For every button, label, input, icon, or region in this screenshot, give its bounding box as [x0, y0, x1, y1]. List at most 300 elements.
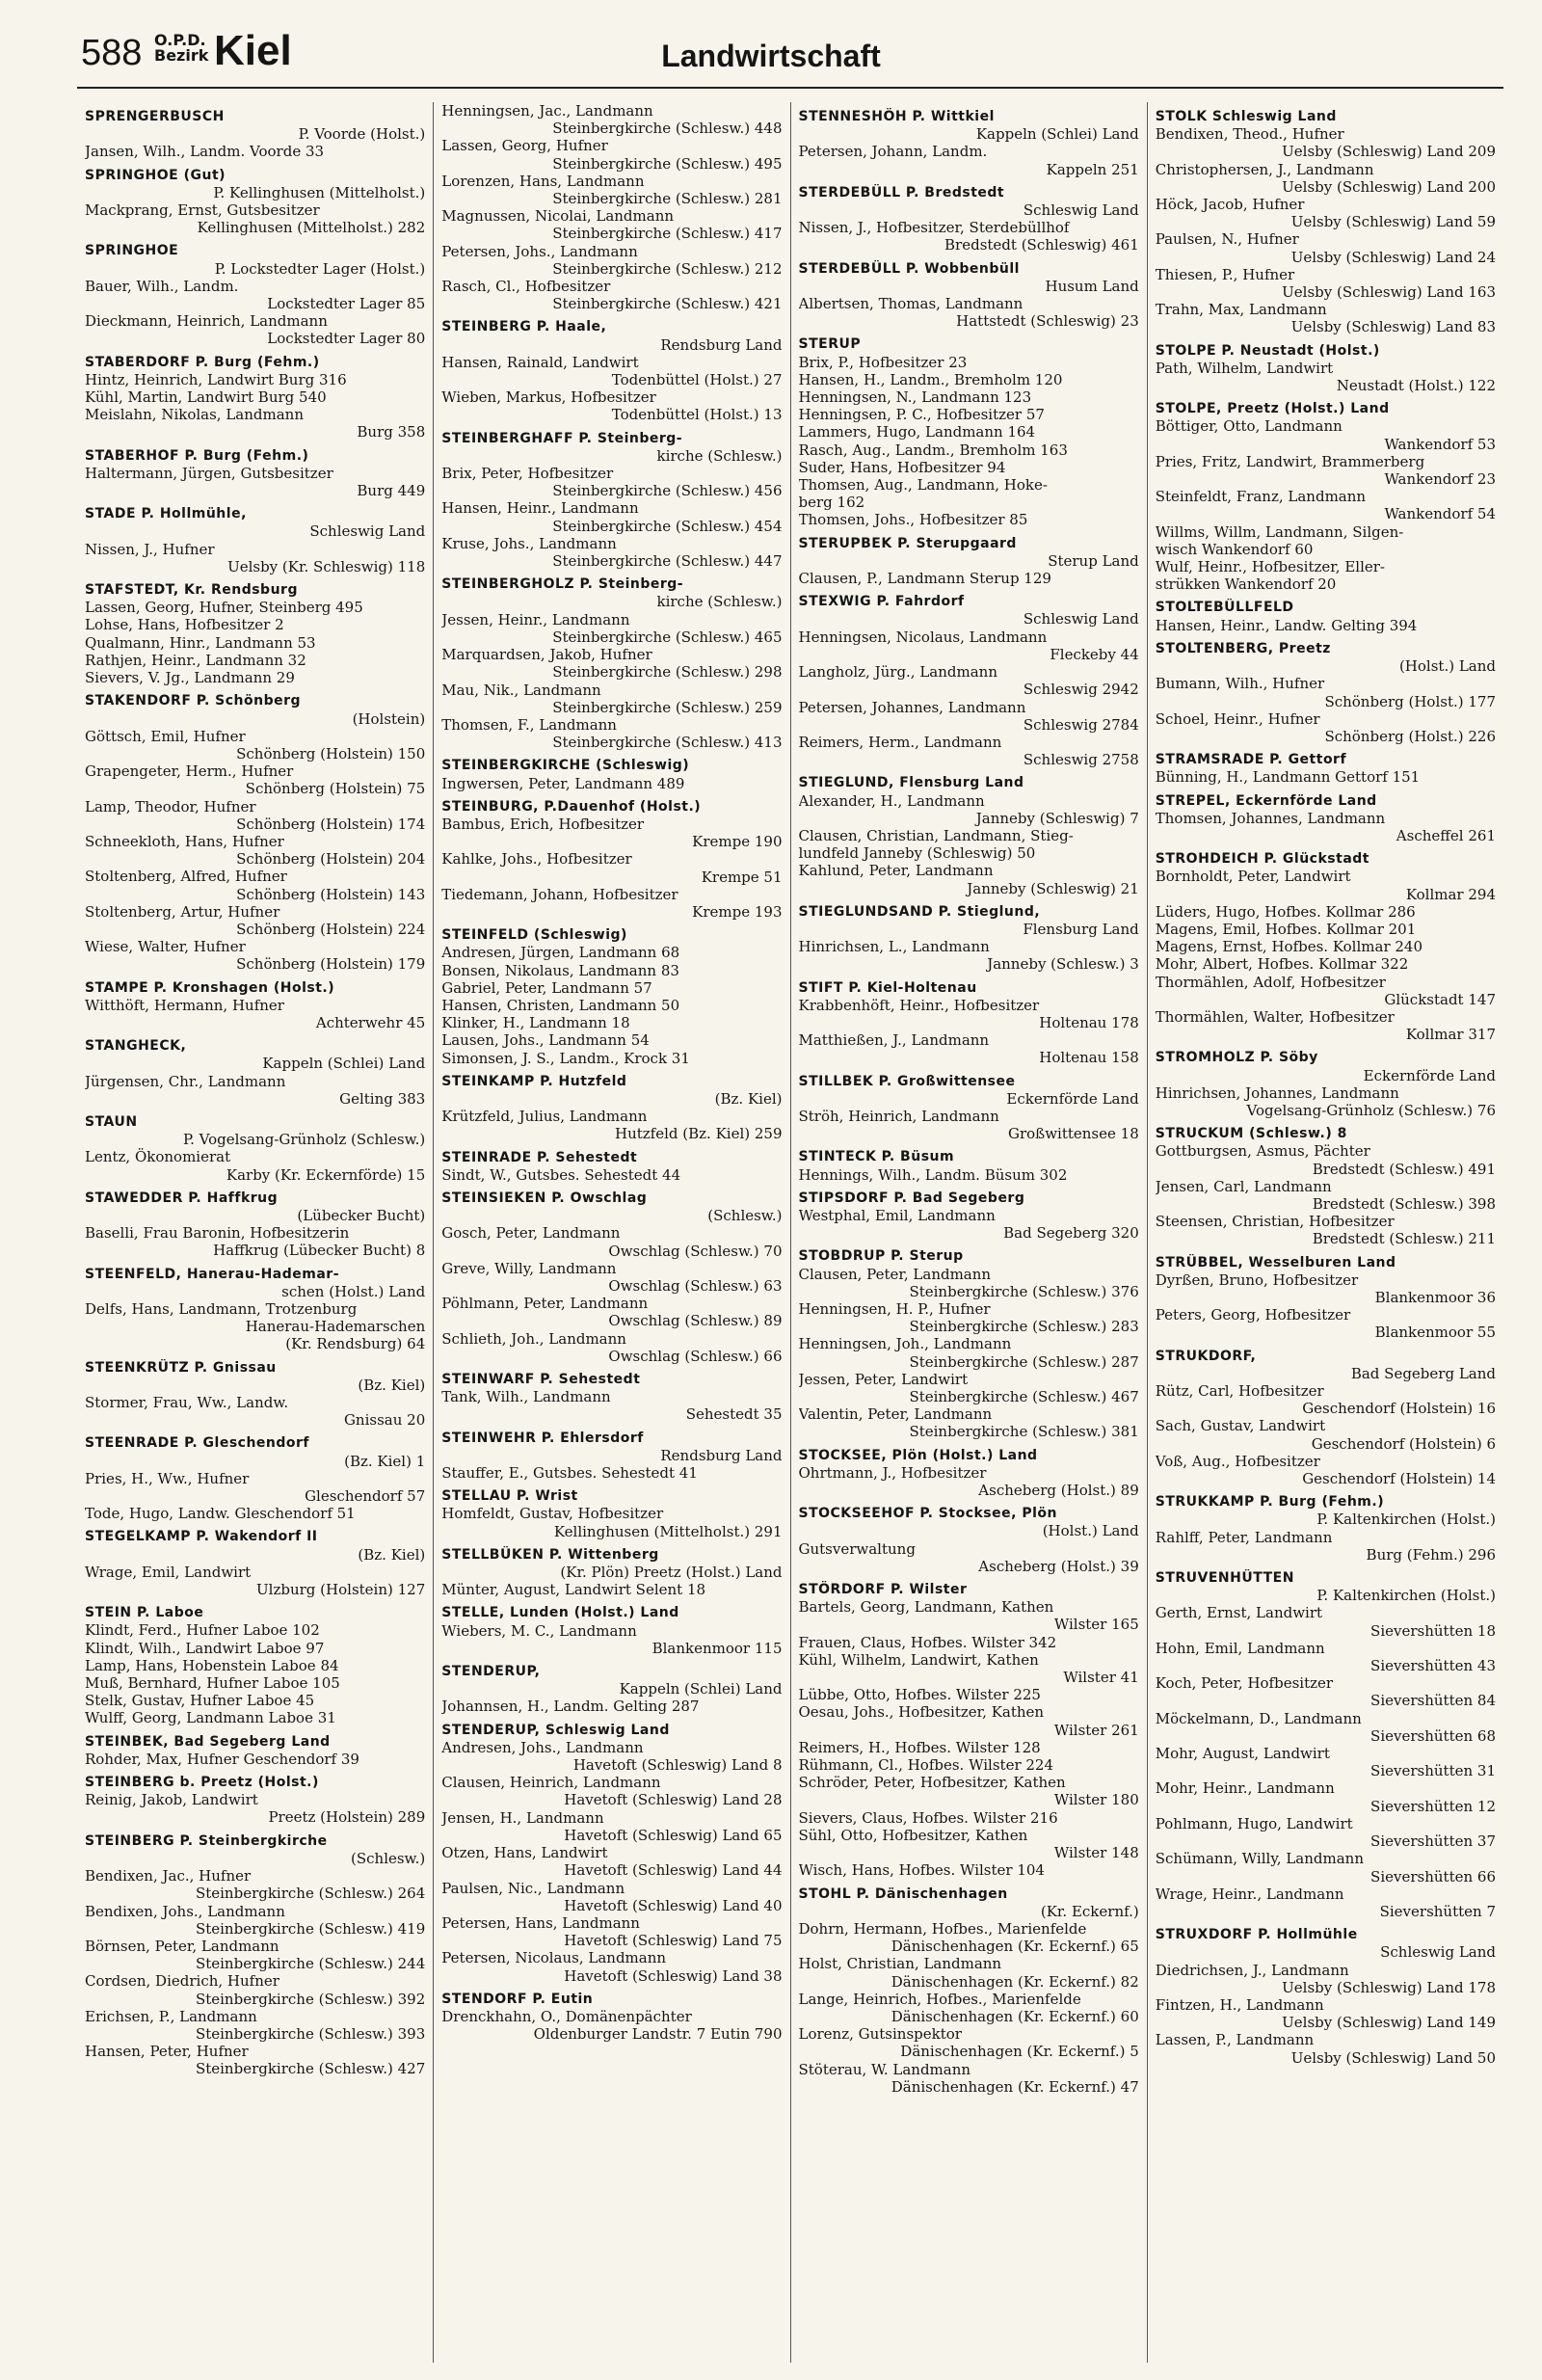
entry-detail: Kappeln (Schlei) Land: [262, 1055, 426, 1073]
entry-detail: Schönberg (Holstein) 174: [236, 815, 426, 833]
column-1: [77, 102, 433, 2363]
location-heading: STOBDRUP P. Sterup: [798, 1248, 964, 1265]
entry-name: Lentz, Ökonomierat: [85, 1148, 231, 1166]
entry-name: Homfeldt, Gustav, Hofbesitzer: [441, 1505, 664, 1523]
location-heading: STROHDEICH P. Glückstadt: [1155, 851, 1369, 868]
entry-detail: Dänischenhagen (Kr. Eckernf.) 5: [900, 2043, 1139, 2061]
entry-name: Andresen, Johs., Landmann: [441, 1738, 644, 1756]
entry-name: Magens, Emil, Hofbes. Kollmar 201: [1155, 920, 1417, 938]
entry-name: Reinig, Jakob, Landwirt: [85, 1791, 258, 1809]
entry-name: Ingwersen, Peter, Landmann 489: [441, 774, 685, 792]
entry-name: Valentin, Peter, Landmann: [798, 1405, 993, 1424]
entry-name: Mohr, Heinr., Landmann: [1155, 1779, 1335, 1798]
entry-name: Voß, Aug., Hofbesitzer: [1155, 1452, 1320, 1470]
entry-name: Langholz, Jürg., Landmann: [798, 663, 997, 682]
entry-detail: Lockstedter Lager 80: [267, 330, 426, 348]
entry-detail: Steinbergkirche (Schlesw.) 259: [552, 698, 783, 716]
entry-name: Hansen, Christen, Landmann 50: [441, 996, 680, 1014]
entry-name: Schlieth, Joh., Landmann: [441, 1329, 626, 1348]
location-heading: STAUN: [85, 1113, 138, 1130]
entry-name: Kahlund, Peter, Landmann: [798, 862, 994, 880]
entry-detail: Steinbergkirche (Schlesw.) 413: [552, 734, 783, 752]
entry-name: Ohrtmann, J., Hofbesitzer: [798, 1463, 987, 1482]
location-heading: STRÜBBEL, Wesselburen Land: [1155, 1254, 1396, 1270]
location-heading: STIPSDORF P. Bad Segeberg: [798, 1190, 1025, 1206]
entry-detail: Janneby (Schleswig) 7: [975, 809, 1139, 827]
entry-detail: Vogelsang-Grünholz (Schlesw.) 76: [1246, 1101, 1496, 1119]
entry-name: Schümann, Willy, Landmann: [1155, 1850, 1364, 1868]
entry-name: Sindt, W., Gutsbes. Sehestedt 44: [441, 1165, 681, 1184]
entry-detail: Oldenburger Landstr. 7 Eutin 790: [533, 2025, 783, 2044]
entry-name: Gottburgsen, Asmus, Pächter: [1155, 1142, 1370, 1161]
entry-name: Otzen, Hans, Landwirt: [441, 1844, 608, 1862]
entry-detail: Havetoft (Schleswig) Land 40: [564, 1896, 783, 1914]
location-heading: STOLK Schleswig Land: [1155, 109, 1337, 124]
entry-detail: Husum Land: [1045, 277, 1139, 295]
entry-detail: Preetz (Holstein) 289: [268, 1808, 426, 1827]
entry-name: Thomsen, Johannes, Landmann: [1155, 809, 1386, 827]
entry-detail: Schönberg (Holstein) 150: [236, 744, 426, 762]
location-heading: STELLBÜKEN P. Wittenberg: [441, 1546, 659, 1563]
entry-name: Westphal, Emil, Landmann: [798, 1206, 996, 1224]
entry-detail: Uelsby (Schleswig) Land 149: [1282, 2014, 1496, 2032]
entry-detail: Lockstedter Lager 85: [267, 295, 426, 313]
entry-detail: Schleswig 2942: [1023, 681, 1139, 699]
location-heading: STABERHOF P. Burg (Fehm.): [85, 447, 309, 464]
entry-name: Clausen, Christian, Landmann, Stieg-: [798, 826, 1074, 844]
entry-detail: Dänischenhagen (Kr. Eckernf.) 60: [891, 2007, 1139, 2025]
entry-detail: Ascheffel 261: [1396, 826, 1496, 844]
entry-name: Jessen, Heinr., Landmann: [441, 610, 630, 628]
entry-detail: Sterup Land: [1048, 551, 1139, 570]
entry-detail: Uelsby (Kr. Schleswig) 118: [227, 557, 426, 575]
entry-detail: Kappeln 251: [1046, 160, 1139, 178]
entry-name: Petersen, Johann, Landm.: [798, 143, 988, 161]
entry-detail: (Holst.) Land: [1398, 657, 1496, 676]
entry-name: Lorenzen, Hans, Landmann: [441, 172, 645, 190]
entry-name: Tiedemann, Johann, Hofbesitzer: [441, 885, 678, 903]
entry-name: Henningsen, Nicolaus, Landmann: [798, 628, 1048, 646]
entry-detail: kirche (Schlesw.): [656, 446, 783, 465]
entry-detail: (Kr. Eckernf.): [1040, 1902, 1139, 1920]
entry-detail: Schleswig Land: [309, 522, 426, 541]
entry-name: Sievers, V. Jg., Landmann 29: [85, 669, 295, 687]
entry-detail: (Holstein): [352, 709, 426, 728]
entry-name: Simonsen, J. S., Landm., Krock 31: [441, 1049, 690, 1067]
location-heading: STOLTENBERG, Preetz: [1155, 640, 1331, 656]
location-heading: STEINBERGKIRCHE (Schleswig): [441, 758, 690, 774]
location-heading: STEINBERG P. Steinbergkirche: [85, 1832, 328, 1849]
entry-name: strükken Wankendorf 20: [1155, 575, 1337, 594]
entry-detail: Wilster 261: [1053, 1721, 1139, 1739]
entry-detail: P. Kaltenkirchen (Holst.): [1316, 1511, 1496, 1529]
entry-name: Lohse, Hans, Hofbesitzer 2: [85, 616, 284, 634]
entry-detail: Steinbergkirche (Schlesw.) 287: [909, 1352, 1139, 1371]
entry-detail: Owschlag (Schlesw.) 89: [608, 1312, 783, 1330]
entry-detail: Uelsby (Schleswig) Land 24: [1290, 248, 1496, 266]
entry-name: Koch, Peter, Hofbesitzer: [1155, 1674, 1334, 1693]
entry-name: Lassen, Georg, Hufner: [441, 137, 608, 155]
entry-detail: Ascheberg (Holst.) 89: [978, 1482, 1139, 1500]
entry-name: Münter, August, Landwirt Selent 18: [441, 1581, 706, 1599]
entry-detail: Gelting 383: [339, 1089, 426, 1108]
entry-name: Kahlke, Johs., Hofbesitzer: [441, 850, 632, 869]
entry-name: Stormer, Frau, Ww., Landw.: [85, 1394, 289, 1412]
entry-name: Brix, P., Hofbesitzer 23: [798, 353, 968, 371]
entry-detail: P. Kellinghusen (Mittelholst.): [213, 183, 426, 201]
entry-detail: Steinbergkirche (Schlesw.) 467: [909, 1388, 1139, 1406]
entry-detail: Schleswig Land: [1023, 201, 1139, 220]
location-heading: STRAMSRADE P. Gettorf: [1155, 752, 1347, 768]
location-heading: STENNESHÖH P. Wittkiel: [798, 109, 995, 124]
entry-name: Delfs, Hans, Landmann, Trotzenburg: [85, 1300, 358, 1318]
entry-detail: Fleckeby 44: [1050, 645, 1139, 663]
entry-detail: Steinbergkirche (Schlesw.) 212: [552, 259, 783, 278]
location-heading: STEINBERG P. Haale,: [441, 319, 607, 335]
entry-detail: Kellinghusen (Mittelholst.) 282: [197, 219, 426, 237]
location-heading: STRUXDORF P. Hollmühle: [1155, 1927, 1358, 1943]
entry-name: Stöterau, W. Landmann: [798, 2060, 971, 2078]
entry-detail: Steinbergkirche (Schlesw.) 417: [552, 225, 783, 243]
page-title: Landwirtschaft: [661, 39, 881, 73]
entry-detail: Blankenmoor 115: [651, 1639, 783, 1657]
entry-name: Petersen, Hans, Landmann: [441, 1913, 640, 1932]
entry-name: Stoltenberg, Alfred, Hufner: [85, 868, 287, 886]
entry-name: Reimers, H., Hofbes. Wilster 128: [798, 1738, 1041, 1756]
entry-name: Lausen, Johs., Landmann 54: [441, 1031, 650, 1050]
column-3: [790, 102, 1147, 2363]
entry-name: Oesau, Johs., Hofbesitzer, Kathen: [798, 1703, 1045, 1722]
entry-name: Thomsen, Johs., Hofbesitzer 85: [798, 511, 1028, 529]
entry-detail: Eckernförde Land: [1363, 1066, 1496, 1084]
entry-detail: Havetoft (Schleswig) Land 65: [564, 1826, 783, 1844]
entry-detail: Karby (Kr. Eckernförde) 15: [226, 1165, 426, 1184]
column-2: [433, 102, 789, 2363]
entry-name: Höck, Jacob, Hufner: [1155, 196, 1305, 214]
location-heading: STERDEBÜLL P. Wobbenbüll: [798, 260, 1020, 277]
entry-detail: Krempe 190: [692, 833, 783, 851]
entry-name: Jürgensen, Chr., Landmann: [85, 1072, 286, 1090]
entry-detail: Geschendorf (Holstein) 14: [1302, 1470, 1496, 1488]
entry-detail: Ulzburg (Holstein) 127: [256, 1581, 426, 1599]
entry-name: Lüders, Hugo, Hofbes. Kollmar 286: [1155, 902, 1416, 921]
location-heading: STOCKSEEHOF P. Stocksee, Plön: [798, 1506, 1057, 1522]
location-heading: STEINBERGHAFF P. Steinberg-: [441, 430, 683, 446]
entry-name: Grapengeter, Herm., Hufner: [85, 762, 294, 781]
entry-detail: Holtenau 178: [1039, 1013, 1139, 1031]
location-heading: STEINBEK, Bad Segeberg Land: [85, 1733, 331, 1750]
location-heading: SPRINGHOE (Gut): [85, 167, 226, 183]
entry-detail: Steinbergkirche (Schlesw.) 456: [552, 482, 783, 500]
entry-name: Mohr, Albert, Hofbes. Kollmar 322: [1155, 955, 1409, 974]
entry-detail: Kollmar 317: [1405, 1026, 1496, 1044]
opd-label: O.P.D. Bezirk: [154, 31, 209, 65]
entry-detail: Burg (Fehm.) 296: [1366, 1545, 1496, 1564]
entry-name: Steinfeldt, Franz, Landmann: [1155, 488, 1367, 506]
location-heading: STENDERUP,: [441, 1664, 541, 1680]
location-heading: STABERDORF P. Burg (Fehm.): [85, 354, 320, 370]
entry-detail: Steinbergkirche (Schlesw.) 298: [552, 663, 783, 682]
location-heading: STEINBURG, P.Dauenhof (Holst.): [441, 798, 702, 815]
entry-detail: (Schlesw.): [351, 1849, 426, 1867]
entry-detail: P. Lockstedter Lager (Holst.): [214, 259, 426, 278]
location-heading: STAWEDDER P. Haffkrug: [85, 1190, 279, 1206]
column-4: [1147, 102, 1503, 2363]
entry-name: Reimers, Herm., Landmann: [798, 733, 1002, 751]
entry-name: Clausen, P., Landmann Sterup 129: [798, 570, 1051, 588]
entry-detail: Rendsburg Land: [660, 1446, 783, 1464]
entry-detail: schen (Holst.) Land: [281, 1282, 426, 1300]
entry-detail: Sievershütten 37: [1370, 1832, 1496, 1851]
entry-name: Qualmann, Hinr., Landmann 53: [85, 633, 316, 652]
location-heading: STAMPE P. Kronshagen (Holst.): [85, 979, 335, 996]
entry-name: Sühl, Otto, Hofbesitzer, Kathen: [798, 1826, 1028, 1844]
entry-detail: Steinbergkirche (Schlesw.) 419: [195, 1919, 426, 1938]
entry-name: Göttsch, Emil, Hufner: [85, 727, 246, 745]
entry-detail: Krempe 51: [701, 868, 783, 886]
entry-name: Nissen, J., Hofbesitzer, Sterdebüllhof: [798, 219, 1070, 237]
entry-detail: Schleswig Land: [1023, 610, 1139, 628]
entry-name: Magnussen, Nicolai, Landmann: [441, 207, 675, 226]
entry-name: Paulsen, N., Hufner: [1155, 230, 1299, 249]
entry-detail: Gleschendorf 57: [305, 1487, 426, 1506]
entry-detail: (Bz. Kiel): [714, 1089, 783, 1108]
entry-name: Brix, Peter, Hofbesitzer: [441, 465, 614, 483]
entry-name: Böttiger, Otto, Landmann: [1155, 417, 1343, 436]
entry-name: Alexander, H., Landmann: [798, 791, 985, 810]
entry-detail: Havetoft (Schleswig) Land 28: [564, 1791, 783, 1809]
entry-detail: Wilster 41: [1063, 1669, 1139, 1687]
entry-name: Sach, Gustav, Landwirt: [1155, 1417, 1326, 1435]
entry-name: Petersen, Johannes, Landmann: [798, 698, 1026, 716]
location-heading: STÖRDORF P. Wilster: [798, 1582, 968, 1598]
entry-detail: Eckernförde Land: [1006, 1089, 1139, 1108]
entry-detail: Schönberg (Holst.) 226: [1324, 727, 1496, 745]
entry-detail: Owschlag (Schlesw.) 70: [608, 1242, 783, 1260]
entry-name: Stauffer, E., Gutsbes. Sehestedt 41: [441, 1464, 698, 1483]
entry-name: Suder, Hans, Hofbesitzer 94: [798, 458, 1006, 476]
entry-detail: Steinbergkirche (Schlesw.) 465: [552, 628, 783, 646]
entry-name: Bumann, Wilh., Hufner: [1155, 675, 1325, 693]
entry-detail: Steinbergkirche (Schlesw.) 421: [552, 295, 783, 313]
entry-detail: Sievershütten 66: [1370, 1867, 1496, 1885]
entry-detail: Schönberg (Holstein) 224: [236, 920, 426, 938]
entry-detail: Geschendorf (Holstein) 16: [1302, 1400, 1496, 1418]
location-heading: STEXWIG P. Fahrdorf: [798, 594, 965, 610]
entry-detail: Steinbergkirche (Schlesw.) 393: [195, 2024, 426, 2043]
entry-name: Wiebers, M. C., Landmann: [441, 1621, 637, 1640]
entry-name: Jessen, Peter, Landwirt: [798, 1370, 969, 1388]
entry-name: Kühl, Martin, Landwirt Burg 540: [85, 388, 327, 407]
entry-detail: Achterwehr 45: [315, 1013, 426, 1031]
entry-detail: Bredstedt (Schlesw.) 398: [1312, 1194, 1496, 1213]
entry-detail: Havetoft (Schleswig) Land 44: [564, 1861, 783, 1880]
entry-detail: Sievershütten 43: [1370, 1657, 1496, 1675]
entry-detail: Bad Segeberg Land: [1350, 1364, 1496, 1382]
header-rule: [77, 87, 1503, 89]
location-heading: STIEGLUND, Flensburg Land: [798, 775, 1024, 791]
columns: [77, 102, 1503, 2363]
entry-name: Klindt, Ferd., Hufner Laboe 102: [85, 1621, 320, 1640]
entry-name: Krabbenhöft, Heinr., Hofbesitzer: [798, 996, 1040, 1014]
entry-name: berg 162: [798, 494, 865, 512]
entry-name: Frauen, Claus, Hofbes. Wilster 342: [798, 1633, 1057, 1651]
entry-detail: Burg 358: [357, 423, 426, 441]
entry-detail: (Bz. Kiel) 1: [344, 1452, 426, 1470]
entry-detail: Bredstedt (Schleswig) 461: [944, 236, 1139, 254]
entry-detail: Kappeln (Schlei) Land: [619, 1680, 783, 1698]
entry-detail: Schönberg (Holst.) 177: [1324, 692, 1496, 710]
entry-name: Pries, Fritz, Landwirt, Brammerberg: [1155, 452, 1425, 470]
entry-detail: Wilster 165: [1053, 1616, 1139, 1634]
entry-detail: Schleswig Land: [1380, 1943, 1496, 1962]
entry-name: Rütz, Carl, Hofbesitzer: [1155, 1382, 1324, 1401]
entry-detail: (Bz. Kiel): [358, 1376, 426, 1394]
entry-name: Hansen, Peter, Hufner: [85, 2043, 249, 2061]
location-heading: STELLAU P. Wrist: [441, 1488, 578, 1505]
entry-detail: Wilster 148: [1053, 1844, 1139, 1862]
entry-name: Rathjen, Heinr., Landmann 32: [85, 651, 306, 669]
entry-name: Petersen, Johs., Landmann: [441, 242, 638, 260]
entry-detail: Steinbergkirche (Schlesw.) 447: [552, 552, 783, 571]
entry-name: Wiese, Walter, Hufner: [85, 938, 246, 956]
entry-name: Ströh, Heinrich, Landmann: [798, 1107, 999, 1125]
entry-name: Hinrichsen, L., Landmann: [798, 938, 990, 956]
entry-detail: Bredstedt (Schlesw.) 211: [1312, 1230, 1496, 1248]
entry-detail: Janneby (Schlesw.) 3: [987, 955, 1139, 974]
entry-name: Klindt, Wilh., Landwirt Laboe 97: [85, 1639, 325, 1657]
entry-detail: Sievershütten 7: [1379, 1902, 1496, 1920]
entry-name: Hennings, Wilh., Landm. Büsum 302: [798, 1165, 1068, 1184]
entry-name: Schröder, Peter, Hofbesitzer, Kathen: [798, 1774, 1066, 1792]
entry-detail: P. Vogelsang-Grünholz (Schlesw.): [183, 1131, 426, 1149]
entry-detail: Janneby (Schleswig) 21: [967, 879, 1139, 897]
entry-detail: Glückstadt 147: [1384, 990, 1496, 1008]
entry-name: Pöhlmann, Peter, Landmann: [441, 1295, 649, 1313]
entry-name: Wulf, Heinr., Hofbesitzer, Eller-: [1155, 558, 1385, 576]
entry-name: Mohr, August, Landwirt: [1155, 1745, 1330, 1763]
entry-detail: Dänischenhagen (Kr. Eckernf.) 47: [891, 2077, 1139, 2096]
entry-name: Kühl, Wilhelm, Landwirt, Kathen: [798, 1650, 1039, 1669]
location-heading: STRUVENHÜTTEN: [1155, 1570, 1294, 1587]
entry-name: Gabriel, Peter, Landmann 57: [441, 978, 652, 997]
entry-detail: Rendsburg Land: [660, 335, 783, 354]
entry-detail: Owschlag (Schlesw.) 63: [608, 1277, 783, 1295]
entry-name: Clausen, Heinrich, Landmann: [441, 1774, 661, 1792]
entry-name: Diedrichsen, J., Landmann: [1155, 1961, 1349, 1979]
entry-name: Thomsen, Aug., Landmann, Hoke-: [798, 476, 1048, 495]
entry-detail: Todenbüttel (Holst.) 27: [611, 371, 783, 389]
location-heading: STROMHOLZ P. Söby: [1155, 1050, 1318, 1066]
entry-name: Fintzen, H., Landmann: [1155, 1995, 1324, 2014]
entry-detail: P. Voorde (Holst.): [298, 125, 426, 144]
entry-detail: Kellinghusen (Mittelholst.) 291: [553, 1522, 783, 1540]
entry-detail: Steinbergkirche (Schlesw.) 381: [909, 1423, 1139, 1441]
location-heading: STRUCKUM (Schlesw.) 8: [1155, 1126, 1347, 1142]
location-heading: STERUP: [798, 336, 862, 353]
entry-name: Hansen, Heinr., Landw. Gelting 394: [1155, 616, 1418, 634]
page-header: [50, 25, 1492, 93]
entry-name: Pries, H., Ww., Hufner: [85, 1469, 250, 1487]
entry-detail: Neustadt (Holst.) 122: [1336, 377, 1496, 395]
location-heading: STANGHECK,: [85, 1038, 187, 1055]
entry-name: Schneekloth, Hans, Hufner: [85, 832, 284, 850]
entry-detail: Gnissau 20: [343, 1411, 426, 1430]
entry-name: Rasch, Cl., Hofbesitzer: [441, 278, 611, 296]
entry-name: Gerth, Ernst, Landwirt: [1155, 1604, 1323, 1622]
location-heading: STRUKKAMP P. Burg (Fehm.): [1155, 1494, 1385, 1511]
entry-name: Bonsen, Nikolaus, Landmann 83: [441, 961, 679, 979]
entry-name: Drenckhahn, O., Domänenpächter: [441, 2007, 692, 2025]
entry-name: Henningsen, Joh., Landmann: [798, 1335, 1012, 1353]
entry-name: Jansen, Wilh., Landm. Voorde 33: [85, 143, 325, 161]
entry-name: Bauer, Wilh., Landm.: [85, 277, 239, 295]
entry-name: Albertsen, Thomas, Landmann: [798, 295, 1024, 313]
entry-name: Marquardsen, Jakob, Hufner: [441, 646, 652, 664]
entry-detail: Havetoft (Schleswig) Land 38: [564, 1966, 783, 1985]
location-heading: STIFT P. Kiel-Holtenau: [798, 979, 977, 996]
location-heading: STERDEBÜLL P. Bredstedt: [798, 184, 1005, 201]
location-heading: STOLPE, Preetz (Holst.) Land: [1155, 401, 1390, 417]
entry-name: Dohrn, Hermann, Hofbes., Marienfelde: [798, 1919, 1087, 1938]
location-heading: STENDORF P. Eutin: [441, 1991, 594, 2007]
entry-detail: Uelsby (Schleswig) Land 178: [1282, 1978, 1496, 1996]
entry-name: Henningsen, H. P., Hufner: [798, 1300, 991, 1318]
entry-name: Bendixen, Johs., Landmann: [85, 1902, 285, 1920]
entry-name: Cordsen, Diedrich, Hufner: [85, 1972, 279, 1991]
location-heading: STADE P. Hollmühle,: [85, 506, 247, 522]
entry-detail: Dänischenhagen (Kr. Eckernf.) 65: [891, 1938, 1139, 1956]
entry-name: Hansen, H., Landm., Bremholm 120: [798, 370, 1063, 388]
entry-detail: Wankendorf 54: [1384, 505, 1496, 523]
entry-detail: Blankenmoor 36: [1374, 1289, 1496, 1306]
entry-name: Rahlff, Peter, Landmann: [1155, 1528, 1333, 1546]
entry-name: Hinrichsen, Johannes, Landmann: [1155, 1083, 1399, 1102]
entry-detail: Sievershütten 12: [1370, 1797, 1496, 1815]
entry-name: Stelk, Gustav, Hufner Laboe 45: [85, 1692, 315, 1710]
entry-detail: Dänischenhagen (Kr. Eckernf.) 82: [891, 1972, 1139, 1991]
location-heading: SPRENGERBUSCH: [85, 109, 225, 124]
entry-detail: Uelsby (Schleswig) Land 209: [1282, 143, 1496, 161]
entry-detail: Hanerau-Hademarschen: [245, 1318, 426, 1336]
entry-name: Christophersen, J., Landmann: [1155, 160, 1374, 178]
entry-name: Steensen, Christian, Hofbesitzer: [1155, 1213, 1395, 1231]
entry-name: Sievers, Claus, Hofbes. Wilster 216: [798, 1808, 1058, 1827]
entry-detail: Uelsby (Schleswig) Land 59: [1290, 213, 1496, 231]
entry-name: Rasch, Aug., Landm., Bremholm 163: [798, 441, 1068, 459]
entry-detail: Bredstedt (Schlesw.) 491: [1312, 1160, 1496, 1178]
entry-name: Clausen, Peter, Landmann: [798, 1265, 992, 1283]
entry-detail: Schönberg (Holstein) 143: [236, 885, 426, 903]
location-heading: STREPEL, Eckernförde Land: [1155, 792, 1377, 809]
entry-name: Gosch, Peter, Landmann: [441, 1224, 621, 1243]
location-heading: STEENKRÜTZ P. Gnissau: [85, 1359, 277, 1376]
entry-name: Henningsen, P. C., Hofbesitzer 57: [798, 406, 1045, 424]
entry-name: Lamp, Hans, Hobenstein Laboe 84: [85, 1656, 339, 1674]
city-name: Kiel: [214, 27, 292, 74]
entry-name: Wrage, Heinr., Landmann: [1155, 1885, 1344, 1903]
entry-detail: Wilster 180: [1053, 1791, 1139, 1809]
entry-name: Dyrßen, Bruno, Hofbesitzer: [1155, 1270, 1359, 1289]
entry-name: Andresen, Jürgen, Landmann 68: [441, 944, 680, 962]
location-heading: STRUKDORF,: [1155, 1348, 1257, 1364]
entry-name: Dieckmann, Heinrich, Landmann: [85, 312, 328, 331]
entry-name: Rohder, Max, Hufner Geschendorf 39: [85, 1750, 359, 1768]
location-heading: STEINBERGHOLZ P. Steinberg-: [441, 576, 684, 593]
entry-detail: Sievershütten 18: [1370, 1621, 1496, 1640]
location-heading: SPRINGHOE: [85, 243, 179, 259]
entry-name: Mau, Nik., Landmann: [441, 681, 601, 699]
